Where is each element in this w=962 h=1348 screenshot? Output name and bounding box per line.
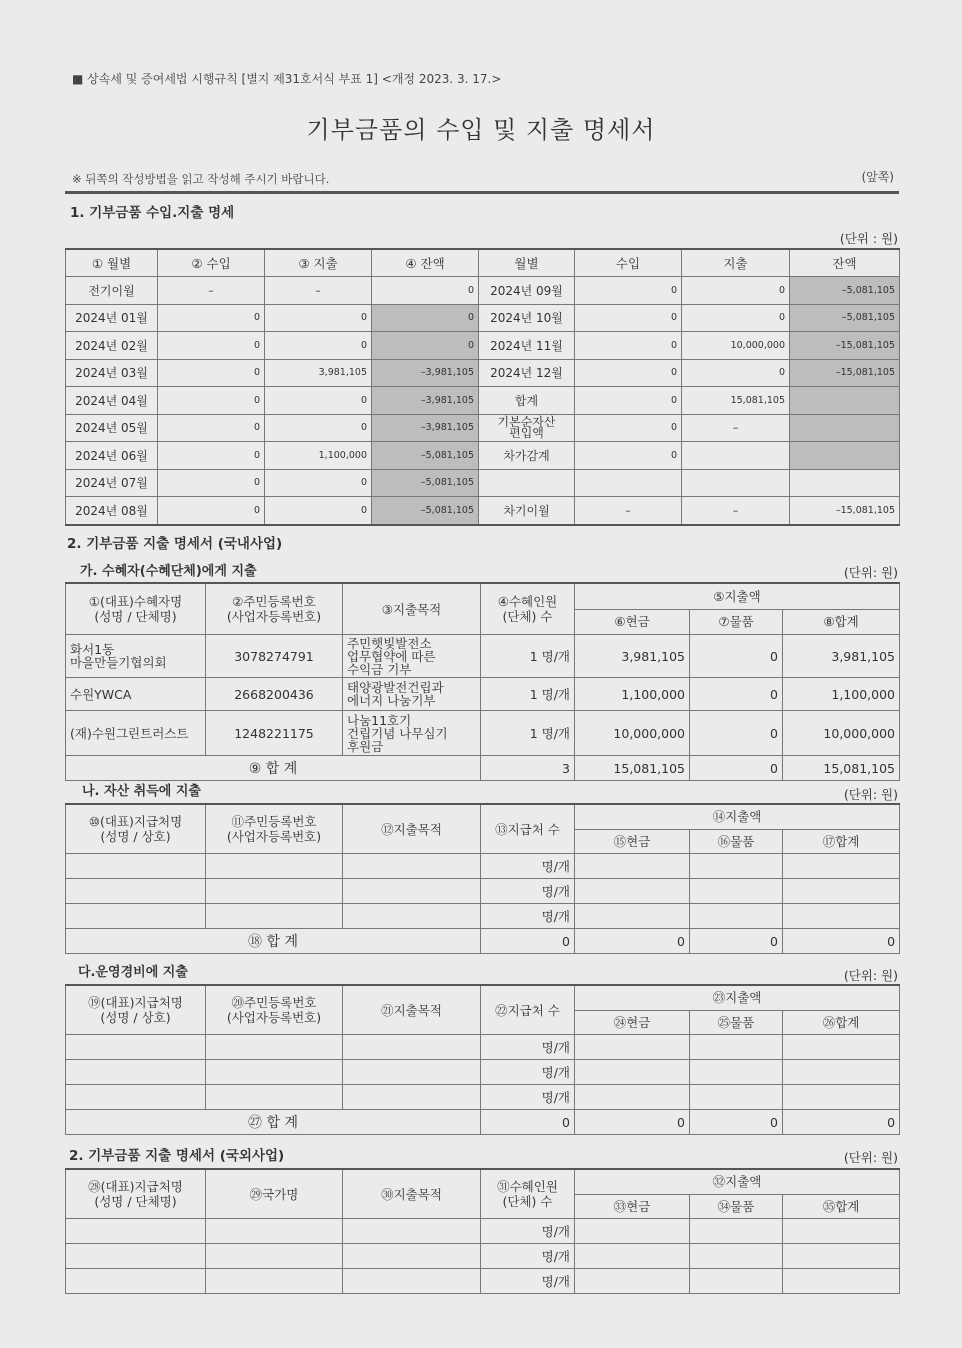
cell-month: 2024년 05월 [66,414,158,442]
ga-total-row [66,756,900,781]
cell-month: 2024년 07월 [66,469,158,497]
table-row [66,359,900,387]
col-header-name: ⑩(대표)지급처명 (성명 / 상호) [66,804,206,854]
cell-cash: 1,100,000 [575,678,690,711]
operating-table [65,984,900,1135]
count-unit: 명/개 [481,1269,575,1294]
count-unit: 명/개 [481,879,575,904]
col-header-cash: ㉝현금 [575,1194,690,1219]
section3-heading: 2. 기부금품 지출 명세서 (국외사업) [69,1148,285,1164]
asset-table [65,803,900,954]
total-sum: 0 [783,1110,900,1135]
form-reference: ■ 상속세 및 증여세법 시행규칙 [별지 제31호서식 부표 1] <개정 2023. 3. 17.> [72,72,502,86]
cell-cash: 10,000,000 [575,711,690,756]
cell-count: 1 명/개 [481,678,575,711]
table-row [66,904,900,929]
cell-month: 차가감계 [479,442,575,470]
table-row [66,854,900,879]
ga-heading: 가. 수혜자(수혜단체)에게 지출 [80,564,257,579]
cell-month: 2024년 12월 [479,359,575,387]
table-row [66,497,900,525]
col-header-amount: ⑭지출액 [575,804,900,829]
col-header-amount: ㉓지출액 [575,985,900,1010]
cell-expense: 0 [265,304,372,332]
total-count: 0 [481,929,575,954]
col-header-reg: ②주민등록번호 (사업자등록번호) [206,583,343,635]
col-header-amount: ㉜지출액 [575,1169,900,1194]
cell-sum: 10,000,000 [783,711,900,756]
cell-month: 2024년 06월 [66,442,158,470]
cell-income: 0 [575,387,682,415]
cell-sum: 1,100,000 [783,678,900,711]
cell-expense: 0 [265,414,372,442]
cell-balance: –15,081,105 [790,359,900,387]
cell-cash: 3,981,105 [575,635,690,678]
cell-balance: 0 [372,277,479,305]
cell-income: 0 [575,442,682,470]
cell-balance: –5,081,105 [790,304,900,332]
side-label: (앞쪽) [861,170,894,184]
cell-income: – [575,497,682,525]
col-header-reg: ⑳주민등록번호 (사업자등록번호) [206,985,343,1035]
cell-balance: –3,981,105 [372,359,479,387]
cell-goods: 0 [690,635,783,678]
cell-count: 1 명/개 [481,711,575,756]
section2-heading: 2. 기부금품 지출 명세서 (국내사업) [67,536,283,552]
total-label: ⑱ 합 계 [66,929,481,954]
total-goods: 0 [690,929,783,954]
col-header-amount: ⑤지출액 [575,583,900,609]
col-header-goods: ⑯물품 [690,829,783,854]
cell-balance: –5,081,105 [372,497,479,525]
overseas-table [65,1168,900,1294]
col-header-purpose: ⑫지출목적 [343,804,481,854]
cell-income: 0 [575,359,682,387]
table-row [66,1219,900,1244]
table-row [66,635,900,678]
col-header-goods: ⑦물품 [690,609,783,635]
col-header-name: ⑲(대표)지급처명 (성명 / 상호) [66,985,206,1035]
col-header-name: ①(대표)수혜자명 (성명 / 단체명) [66,583,206,635]
cell-sum: 3,981,105 [783,635,900,678]
section1-unit: (단위 : 원) [839,231,898,246]
beneficiary-table [65,582,900,781]
count-unit: 명/개 [481,854,575,879]
section3-unit: (단위: 원) [843,1150,898,1165]
col-header-country: ㉙국가명 [206,1169,343,1219]
cell-expense: 0 [682,304,790,332]
cell-month: 2024년 03월 [66,359,158,387]
col-header-cash: ⑮현금 [575,829,690,854]
cell-month: 전기이월 [66,277,158,305]
col-header: ③ 지출 [265,249,372,277]
cell-balance: –5,081,105 [372,442,479,470]
cell-balance: –3,981,105 [372,387,479,415]
col-header-cash: ⑥현금 [575,609,690,635]
cell-month: 기본순자산 편입액 [479,414,575,442]
da-total-row [66,1110,900,1135]
cell-income: 0 [158,304,265,332]
cell-expense: – [265,277,372,305]
cell-income: 0 [575,304,682,332]
cell-balance [790,469,900,497]
cell-income: 0 [575,414,682,442]
cell-count: 1 명/개 [481,635,575,678]
table-row [66,387,900,415]
col-header: ④ 잔액 [372,249,479,277]
col-header: 지출 [682,249,790,277]
total-goods: 0 [690,1110,783,1135]
total-sum: 0 [783,929,900,954]
total-label: ㉗ 합 계 [66,1110,481,1135]
cell-expense: – [682,497,790,525]
cell-recipient-name: 수원YWCA [66,678,206,711]
cell-balance: 0 [372,304,479,332]
col-header-reg: ⑪주민등록번호 (사업자등록번호) [206,804,343,854]
cell-income: 0 [158,359,265,387]
col-header: 월별 [479,249,575,277]
col-header: 잔액 [790,249,900,277]
instruction-note: ※ 뒤쪽의 작성방법을 읽고 작성해 주시기 바랍니다. [72,172,330,186]
cell-expense: 3,981,105 [265,359,372,387]
table-row [66,277,900,305]
col-header-sum: ⑧합계 [783,609,900,635]
cell-income: 0 [158,442,265,470]
count-unit: 명/개 [481,1219,575,1244]
total-cash: 0 [575,1110,690,1135]
cell-income: 0 [158,469,265,497]
cell-balance [790,387,900,415]
cell-balance: –5,081,105 [790,277,900,305]
total-goods: 0 [690,756,783,781]
cell-goods: 0 [690,678,783,711]
cell-month: 2024년 09월 [479,277,575,305]
col-header-count: ㉛수혜인원 (단체) 수 [481,1169,575,1219]
cell-month: 2024년 08월 [66,497,158,525]
col-header-cash: ㉔현금 [575,1010,690,1035]
cell-balance [790,442,900,470]
cell-reg-number: 1248221175 [206,711,343,756]
count-unit: 명/개 [481,1035,575,1060]
cell-expense: 0 [265,332,372,360]
cell-month: 2024년 01월 [66,304,158,332]
table-row [66,1269,900,1294]
cell-goods: 0 [690,711,783,756]
cell-expense: – [682,414,790,442]
table-row [66,1035,900,1060]
table-row [66,332,900,360]
col-header-purpose: ③지출목적 [343,583,481,635]
cell-expense: 0 [265,387,372,415]
cell-expense: 15,081,105 [682,387,790,415]
cell-income [575,469,682,497]
col-header-sum: ⑰합계 [783,829,900,854]
cell-purpose: 태양광발전건립과 에너지 나눔기부 [343,678,481,711]
divider [65,191,899,194]
cell-expense: 0 [682,359,790,387]
table-row [66,1244,900,1269]
col-header-goods: ㉕물품 [690,1010,783,1035]
section1-heading: 1. 기부금품 수입.지출 명세 [70,205,235,221]
cell-recipient-name: 화서1동 마을만들기협의회 [66,635,206,678]
count-unit: 명/개 [481,1060,575,1085]
cell-month: 2024년 11월 [479,332,575,360]
total-cash: 0 [575,929,690,954]
cell-balance: –15,081,105 [790,332,900,360]
col-header-sum: ㉟합계 [783,1194,900,1219]
col-header: ① 월별 [66,249,158,277]
table-row [66,442,900,470]
ga-unit: (단위: 원) [843,565,898,580]
na-unit: (단위: 원) [843,787,898,802]
cell-expense [682,442,790,470]
col-header-purpose: ㉚지출목적 [343,1169,481,1219]
table-header-row [66,249,900,277]
cell-purpose: 주민햇빛발전소 업무협약에 따른 수익금 기부 [343,635,481,678]
cell-month: 차기이월 [479,497,575,525]
cell-income: 0 [158,387,265,415]
cell-expense: 10,000,000 [682,332,790,360]
cell-expense: 0 [682,277,790,305]
total-count: 3 [481,756,575,781]
page-title: 기부금품의 수입 및 지출 명세서 [306,116,656,144]
cell-balance: 0 [372,332,479,360]
col-header-count: ④수혜인원 (단체) 수 [481,583,575,635]
col-header: 수입 [575,249,682,277]
cell-purpose: 나눔11호기 건립기념 나무심기 후원금 [343,711,481,756]
total-sum: 15,081,105 [783,756,900,781]
col-header: ② 수입 [158,249,265,277]
da-heading: 다.운영경비에 지출 [78,965,188,980]
cell-expense: 1,100,000 [265,442,372,470]
cell-balance [790,414,900,442]
total-count: 0 [481,1110,575,1135]
table-row [66,678,900,711]
count-unit: 명/개 [481,1085,575,1110]
table-row [66,304,900,332]
cell-month: 2024년 04월 [66,387,158,415]
col-header-sum: ㉖합계 [783,1010,900,1035]
cell-recipient-name: (재)수원그린트러스트 [66,711,206,756]
cell-income: – [158,277,265,305]
cell-reg-number: 3078274791 [206,635,343,678]
cell-month: 2024년 10월 [479,304,575,332]
table-row [66,711,900,756]
table-row [66,1060,900,1085]
col-header-purpose: ㉑지출목적 [343,985,481,1035]
cell-income: 0 [575,332,682,360]
income-expense-table [65,248,900,526]
na-total-row [66,929,900,954]
table-row [66,1085,900,1110]
total-cash: 15,081,105 [575,756,690,781]
cell-expense [682,469,790,497]
col-header-count: ⑬지급처 수 [481,804,575,854]
cell-month: 2024년 02월 [66,332,158,360]
cell-income: 0 [158,332,265,360]
cell-income: 0 [575,277,682,305]
table-row [66,879,900,904]
col-header-name: ㉘(대표)지급처명 (성명 / 단체명) [66,1169,206,1219]
cell-expense: 0 [265,469,372,497]
cell-reg-number: 2668200436 [206,678,343,711]
cell-income: 0 [158,414,265,442]
cell-month: 합계 [479,387,575,415]
cell-income: 0 [158,497,265,525]
table-row [66,414,900,442]
count-unit: 명/개 [481,1244,575,1269]
total-label: ⑨ 합 계 [66,756,481,781]
cell-month [479,469,575,497]
col-header-count: ㉒지급처 수 [481,985,575,1035]
cell-balance: –5,081,105 [372,469,479,497]
table-row [66,469,900,497]
na-heading: 나. 자산 취득에 지출 [82,784,201,799]
col-header-goods: ㉞물품 [690,1194,783,1219]
cell-expense: 0 [265,497,372,525]
count-unit: 명/개 [481,904,575,929]
cell-balance: –3,981,105 [372,414,479,442]
cell-balance: –15,081,105 [790,497,900,525]
da-unit: (단위: 원) [843,968,898,983]
